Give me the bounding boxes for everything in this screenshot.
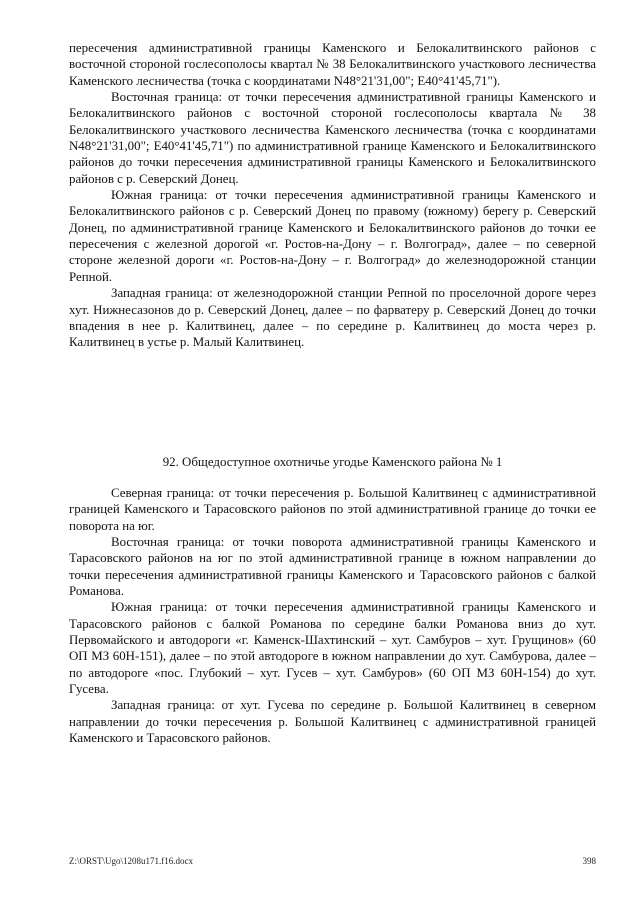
paragraph-east-border: Восточная граница: от точки пересечения административной границы Каменского и Белокалитвинского районов с восточной стороной гослесополосы квартала № 38 Белокалитвинского участкового лесничества Каменского лесничества (точка с координатами N48°21'31,00"; E40°41'45,71") по административной границе Каменского и Белокалитвинского районов до точки пересечения административной границы Каменского и Белокалитвинского районов с р. Северский Донец. <box>69 90 596 186</box>
paragraph-south-border: Южная граница: от точки пересечения административной границы Каменского и Белокалитвинского районов с р. Северский Донец по правому (южному) берегу р. Северский Донец, по административной границе Каменского и Белокалитвинского районов до точки ее пересечения с железной дорогой «г. Ростов-на-Дону – г. Волгоград», далее – по северной стороне железной дороги «г. Ростов-на-Дону – г. Волгоград» до железнодорожной станции Репной. <box>69 188 596 284</box>
paragraph-south-border-2: Южная граница: от точки пересечения административной границы Каменского и Тарасовского районов с балкой Романова по середине балки Романова вниз до хут. Первомайского и автодороги «г. Каменск-Шахтинский – хут. Самбуров – хут. Грущинов» (60 ОП МЗ 60Н-151), далее – по этой автодороге в южном направлении до хут. Самбурова, далее – по автодороге «пос. Глубокий – хут. Гусев – хут. Самбуров» (60 ОП МЗ 60Н-154) до хут. Гусева. <box>69 600 596 697</box>
paragraph-west-border: Западная граница: от железнодорожной станции Репной по проселочной дороге через хут. Нижнесазонов до р. Северский Донец, далее – по фарватеру р. Северский Донец до точки впадения в нее р. Калитвинец, далее – по середине р. Калитвинец до моста через р. Калитвинец в устье р. Малый Калитвинец. <box>69 286 596 350</box>
text-block-top <box>69 40 596 351</box>
text-block-bottom <box>69 485 596 747</box>
section-heading: 92. Общедоступное охотничье угодье Каменского района № 1 <box>162 455 503 469</box>
footer-page-number: 398 <box>582 856 596 866</box>
paragraph-continuation: пересечения административной границы Каменского и Белокалитвинского районов с восточной стороной гослесополосы квартал № 38 Белокалитвинского участкового лесничества Каменского лесничества (точка с координатами N48°21'31,00"; E40°41'45,71"). <box>69 41 596 88</box>
paragraph-north-border: Северная граница: от точки пересечения р. Большой Калитвинец с административной границей Каменского и Тарасовского районов по этой административной границе до точки ее поворота на юг. <box>69 486 596 533</box>
paragraph-east-border-2: Восточная граница: от точки поворота административной границы Каменского и Тарасовского районов на юг по этой административной границе в южном направлении до точки пересечения административной границы Каменского и Тарасовского районов с балкой Романова. <box>69 535 596 599</box>
paragraph-west-border-2: Западная граница: от хут. Гусева по середине р. Большой Калитвинец в северном направлении до точки пересечения р. Большой Калитвинец с административной границей Каменского и Тарасовского районов. <box>69 698 596 746</box>
footer-file-path: Z:\ORST\Ugo\1208u171.f16.docx <box>69 856 193 866</box>
